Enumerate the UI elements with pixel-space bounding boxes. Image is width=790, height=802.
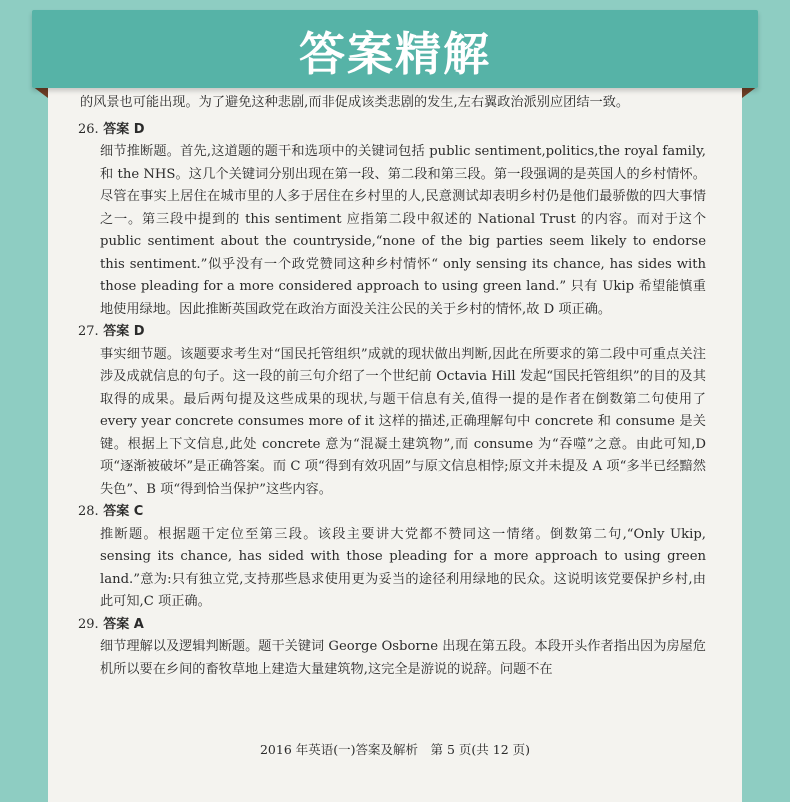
answer-label: 答案 C <box>103 504 144 519</box>
question-header <box>78 321 706 344</box>
intro-line: 的风景也可能出现。为了避免这种悲剧,而非促成该类悲剧的发生,左右翼政治派别应团结一致。 <box>80 95 630 110</box>
question-number: 28. <box>78 504 99 519</box>
question-number: 29. <box>78 616 99 632</box>
question-explanation: 细节理解以及逻辑判断题。题干关键词 George Osborne 出现在第五段。本段开头作者指出因为房屋危机所以要在乡间的畜牧草地上建造大量建筑物,这完全是游说的说辞。问题不在 <box>100 639 706 677</box>
question-explanation: 细节推断题。首先,这道题的题干和选项中的关键词包括 public sentiment,politics,the royal family,和 the NHS。这几个关键词分别出现在第一段、第二段和第三段。第一段强调的是英国人的乡村情怀。尽管在事实上居住在城市里的人多于居住在乡村里的人,民意测试却表明乡村仍是他们最骄傲的四大事情之一。第三段中提到的 this sentiment 应指第二段中叙述的 National Trust 的内容。而对于这个 public sentiment about the countryside,“none of the big parties seem likely to endorse this sentiment.”似乎没有一个政党赞同这种乡村情怀“ only sensing its chance, has sides with those pleading for a more considered approach to using green land.” 只有 Ukip 希望能慎重地使用绿地。因此推断英国政党在政治方面没关注公民的关于乡村的情怀,故 D 项正确。 <box>100 144 706 317</box>
question-header <box>78 614 706 637</box>
page-footer: 2016 年英语(一)答案及解析 第 5 页(共 12 页) <box>259 742 531 757</box>
question-explanation: 推断题。根据题干定位至第三段。该段主要讲大党都不赞同这一情绪。倒数第二句,“Only Ukip, sensing its chance, has sided with those pleading for a more approach to using green land.”意为:只有独立党,支持那些恳求使用更为妥当的途径利用绿地的民众。这说明该党要保护乡村,由此可知,C 项正确。 <box>100 526 706 609</box>
question-header <box>78 119 706 142</box>
banner-title: 答案精解 <box>299 27 491 81</box>
question-29 <box>80 614 706 682</box>
answer-label: 答案 D <box>103 324 145 339</box>
question-header <box>78 501 706 524</box>
question-27 <box>80 321 706 501</box>
question-26 <box>80 119 706 322</box>
question-number: 26. <box>78 121 99 137</box>
document-page <box>48 80 742 802</box>
question-28 <box>80 501 706 614</box>
answer-content <box>80 92 706 681</box>
question-number: 27. <box>78 324 99 339</box>
question-explanation: 事实细节题。该题要求考生对“国民托管组织”成就的现状做出判断,因此在所要求的第二段中可重点关注涉及成就信息的句子。这一段的前三句介绍了一个世纪前 Octavia Hill 发起“国民托管组织”的目的及其取得的成果。最后两句提及这些成果的现状,与题干信息有关,值得一提的是作者在倒数第二句使用了 every year concrete consumes more of it 这样的描述,正确理解句中 concrete 和 consume 是关键。根据上下文信息,此处 concrete 意为“混凝土建筑物”,而 consume 为“吞噬”之意。由此可知,D 项“逐渐被破坏”是正确答案。而 C 项“得到有效巩固”与原文信息相悖;原文并未提及 A 项“多半已经黯然失色”、B 项“得到恰当保护”这些内容。 <box>100 346 706 497</box>
header-banner <box>32 10 758 88</box>
answer-label: 答案 D <box>103 121 145 137</box>
answer-label: 答案 A <box>103 616 144 632</box>
